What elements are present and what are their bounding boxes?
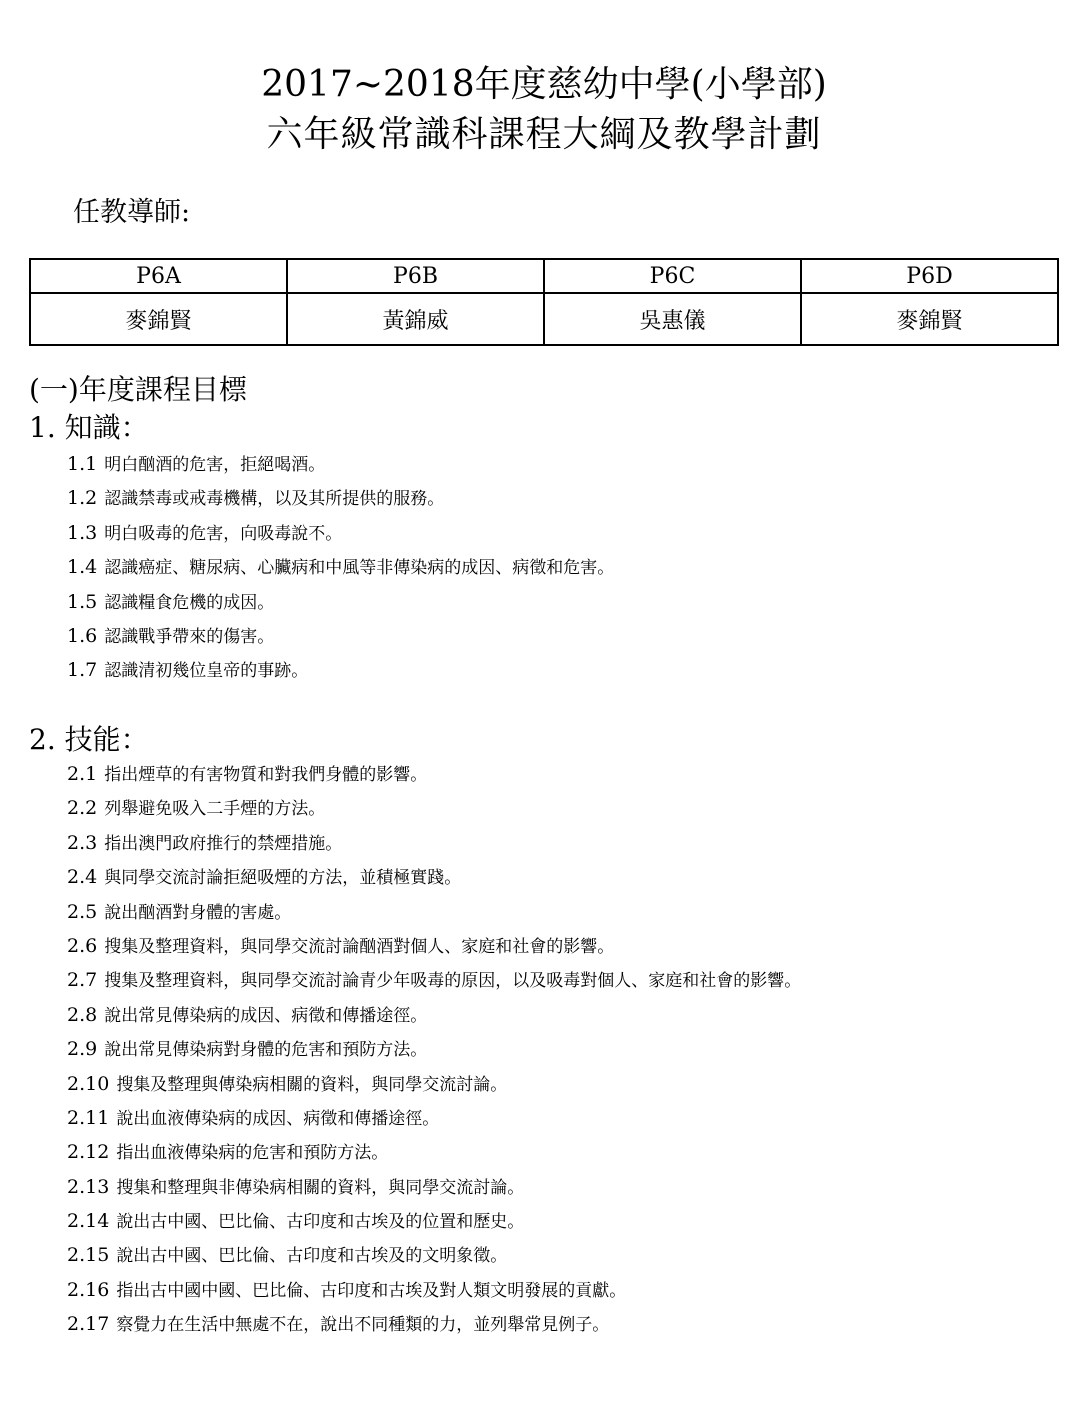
teacher-name: 吳惠儀: [544, 293, 801, 345]
list-item: [67, 1067, 801, 1101]
list-item: [67, 447, 614, 481]
list-item: [67, 619, 614, 653]
item-number: 2.3: [67, 831, 98, 854]
class-header: P6B: [287, 259, 544, 293]
item-number: 2.8: [67, 1003, 98, 1026]
item-text: 搜集和整理與非傳染病相關的資料，與同學交流討論。: [116, 1177, 525, 1198]
item-number: 2.17: [67, 1313, 110, 1336]
item-text: 說出酗酒對身體的害處。: [104, 902, 292, 923]
item-text: 明白吸毒的危害，向吸毒說不。: [104, 523, 343, 544]
list-item: [67, 1101, 801, 1135]
item-text: 察覺力在生活中無處不在，說出不同種類的力，並列舉常見例子。: [116, 1315, 610, 1336]
document-title-line2: 六年級常識科課程大綱及教學計劃: [266, 114, 822, 155]
list-item: [67, 757, 801, 791]
item-text: 說出常見傳染病的成因、病徵和傳播途徑。: [104, 1005, 428, 1026]
item-number: 2.14: [67, 1210, 110, 1233]
item-number: 1.1: [67, 453, 98, 475]
item-text: 搜集及整理資料，與同學交流討論酗酒對個人、家庭和社會的影響。: [104, 936, 615, 957]
document-title-line1: 2017~2018年度慈幼中學(小學部): [261, 64, 827, 105]
item-number: 2.4: [67, 866, 98, 889]
item-text: 認識糧食危機的成因。: [104, 592, 275, 613]
list-item: [67, 1032, 801, 1066]
list-item: [67, 826, 801, 860]
class-header: P6C: [544, 259, 801, 293]
item-number: 2.5: [67, 900, 98, 923]
item-number: 2.9: [67, 1038, 98, 1061]
item-text: 說出常見傳染病對身體的危害和預防方法。: [104, 1040, 428, 1061]
item-text: 搜集及整理與傳染病相關的資料，與同學交流討論。: [116, 1074, 508, 1095]
table-header-row: [30, 259, 1058, 293]
list-item: [67, 653, 614, 687]
class-header: P6A: [30, 259, 287, 293]
knowledge-heading: 1. 知識：: [29, 411, 149, 444]
skills-list: [67, 757, 801, 1342]
item-text: 指出古中國中國、巴比倫、古印度和古埃及對人類文明發展的貢獻。: [116, 1280, 627, 1301]
item-number: 2.10: [67, 1072, 110, 1095]
list-item: [67, 585, 614, 619]
item-text: 認識癌症、糖尿病、心臟病和中風等非傳染病的成因、病徵和危害。: [104, 558, 615, 579]
item-number: 2.15: [67, 1244, 110, 1267]
class-header: P6D: [801, 259, 1058, 293]
item-number: 2.13: [67, 1175, 110, 1198]
item-number: 1.6: [67, 624, 98, 647]
item-number: 2.7: [67, 969, 98, 992]
list-item: [67, 1135, 801, 1169]
list-item: [67, 791, 801, 825]
teachers-table: [29, 258, 1059, 346]
item-text: 認識禁毒或戒毒機構，以及其所提供的服務。: [104, 489, 445, 510]
teacher-name: 黃錦威: [287, 293, 544, 345]
item-number: 2.12: [67, 1141, 110, 1164]
item-number: 1.2: [67, 487, 98, 510]
list-item: [67, 1238, 801, 1272]
item-text: 列舉避免吸入二手煙的方法。: [104, 799, 326, 820]
item-text: 指出澳門政府推行的禁煙措施。: [104, 833, 343, 854]
list-item: [67, 929, 801, 963]
knowledge-list: [67, 447, 614, 688]
teacher-name: 麥錦賢: [30, 293, 287, 345]
list-item: [67, 550, 614, 584]
teachers-label: 任教導師:: [73, 197, 191, 228]
item-text: 搜集及整理資料，與同學交流討論青少年吸毒的原因，以及吸毒對個人、家庭和社會的影響。: [104, 971, 802, 992]
item-text: 明白酗酒的危害，拒絕喝酒。: [104, 455, 326, 475]
skills-heading: 2. 技能：: [29, 723, 149, 756]
list-item: [67, 998, 801, 1032]
list-item: [67, 481, 614, 515]
item-text: 指出血液傳染病的危害和預防方法。: [116, 1143, 389, 1164]
item-number: 1.5: [67, 590, 98, 613]
teacher-name: 麥錦賢: [801, 293, 1058, 345]
item-text: 指出煙草的有害物質和對我們身體的影響。: [104, 765, 428, 785]
item-text: 說出古中國、巴比倫、古印度和古埃及的文明象徵。: [116, 1246, 508, 1267]
list-item: [67, 1273, 801, 1307]
item-number: 2.11: [67, 1106, 110, 1129]
table-row: [30, 293, 1058, 345]
item-text: 認識戰爭帶來的傷害。: [104, 626, 275, 647]
item-number: 1.4: [67, 556, 98, 579]
item-text: 說出血液傳染病的成因、病徵和傳播途徑。: [116, 1108, 440, 1129]
list-item: [67, 963, 801, 997]
list-item: [67, 860, 801, 894]
item-text: 認識清初幾位皇帝的事跡。: [104, 661, 309, 682]
list-item: [67, 1170, 801, 1204]
item-number: 2.16: [67, 1278, 110, 1301]
item-number: 2.6: [67, 934, 98, 957]
item-text: 說出古中國、巴比倫、古印度和古埃及的位置和歷史。: [116, 1212, 525, 1233]
section-title: (一)年度課程目標: [29, 373, 247, 406]
list-item: [67, 1204, 801, 1238]
list-item: [67, 1307, 801, 1341]
item-number: 1.3: [67, 521, 98, 544]
item-number: 2.1: [67, 763, 98, 785]
item-number: 2.2: [67, 797, 98, 820]
list-item: [67, 516, 614, 550]
list-item: [67, 895, 801, 929]
item-text: 與同學交流討論拒絕吸煙的方法，並積極實踐。: [104, 868, 462, 889]
item-number: 1.7: [67, 659, 98, 682]
